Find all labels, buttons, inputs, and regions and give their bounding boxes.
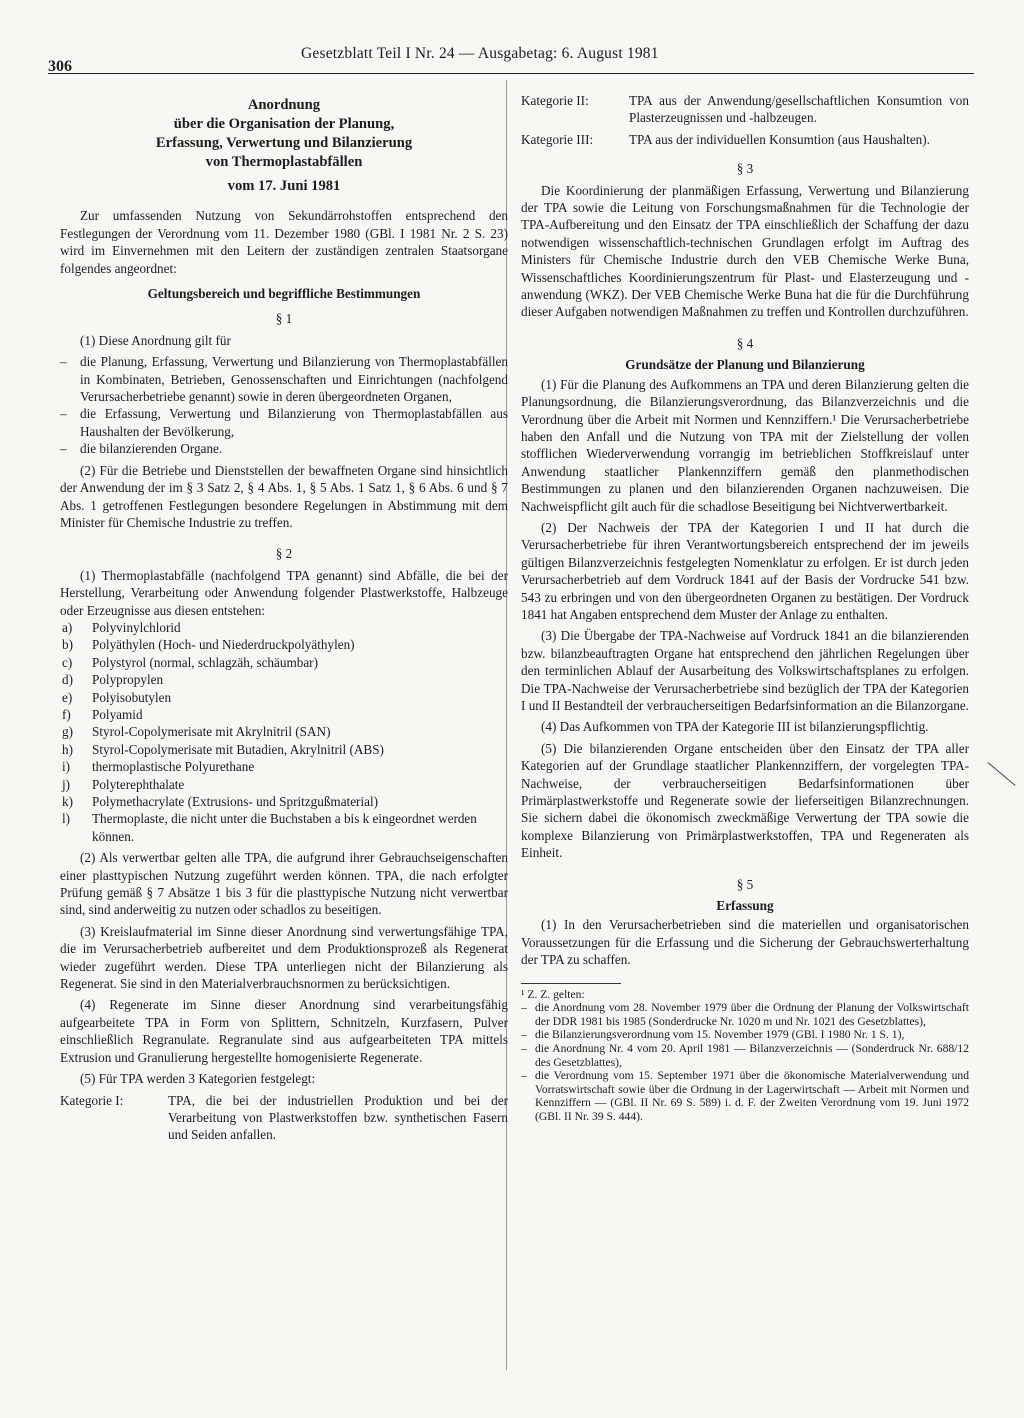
s4-paragraph-5: (5) Die bilanzierenden Organe entscheiden über den Einsatz der TPA aller Kategorien auf der Grundlage staatlicher Plankennziffern, der vorgelegten TPA-Nachweise, der verbraucherseitigen Bedarfsinformationen über Primärplastwerkstoffe und Regenerate sowie der lieferseitigen Bilanzrechnungen. Sie sichern dabei die ökonomisch zweckmäßige Verwertung der TPA sowie die komplexe Bilanzierung von Primärplastwerkstoffen, TPA und Regeneraten als Einheit.: [521, 740, 969, 861]
footnote-item: – die Verordnung vom 15. September 1971 über die ökonomische Materialverwendung und Vorratswirtschaft sowie über die Ordnung in der Lagerwirtschaft — Arbeit mit Normen und Kennziffern — (GBl. II Nr. 69 S. 589) i. d. F. der Zweiten Verordnung vom 19. Juni 1972 (GBl. II Nr. 39 S. 444).: [521, 1069, 969, 1124]
gazette-header: Gesetzblatt Teil I Nr. 24 — Ausgabetag: 6. August 1981: [301, 45, 659, 62]
list-item: h) Styrol-Copolymerisate mit Butadien, Akrylnitril (ABS): [62, 741, 384, 757]
right-column: [521, 92, 969, 1124]
s4-paragraph-1: (1) Für die Planung des Aufkommens an TPA und deren Bilanzierung gelten die Planungsordnung, die Bilanzierungsverordnung, das Bilanzverzeichnis und die Verordnung über die Arbeit mit Normen und Kennziffern.¹ Die Verursacherbetriebe haben den Anfall und die Nutzung von TPA mit der Zielstellung der vollen stofflichen Wiederverwendung vorrangig im betrieblichen Stoffkreislauf unter Anwendung staatlicher Plankennziffern gemäß den planmethodischen Bestimmungen zu planen und den bilanzierenden Organen nachzuweisen. Die Nachweispflicht gilt auch für die schadlose Beseitigung bei Nichtverwertbarkeit.: [521, 376, 969, 514]
category-text: TPA aus der individuellen Konsumtion (aus Haushalten).: [629, 131, 930, 147]
section-1-title: § 1: [275, 311, 293, 327]
document-date: vom 17. Juni 1981: [227, 178, 341, 194]
category-3: [521, 131, 969, 148]
s4-heading: Grundsätze der Planung und Bilanzierung: [625, 357, 865, 373]
document-title: [60, 96, 508, 172]
category-2: [521, 92, 969, 127]
dash-item: – die Erfassung, Verwertung und Bilanzierung von Thermoplastabfällen aus Haushalten der Bevölkerung,: [60, 406, 508, 439]
title-line: von Thermoplastabfällen: [205, 154, 363, 170]
category-1: [60, 1092, 508, 1144]
section-3-title: § 3: [736, 161, 754, 177]
footnote-item: – die Anordnung Nr. 4 vom 20. April 1981 — Bilanzverzeichnis — (Sonderdruck Nr. 688/12 des Gesetzblattes),: [521, 1042, 969, 1069]
list-item: a) Polyvinylchlorid: [62, 619, 181, 635]
list-item: g) Styrol-Copolymerisate mit Akrylnitril (SAN): [62, 724, 331, 740]
s2-paragraph-4: (4) Regenerate im Sinne dieser Anordnung sind verarbeitungsfähig aufgearbeitete TPA in Form von Splittern, Schnitzeln, Kurzfasern, Pulver einschließlich Regranulate. Regranulate sind aus aufgearbeiteten TPA mittels Extrusion und Granulierung hergestellte homogenisierte Regenerate.: [60, 997, 508, 1065]
list-item: k) Polymethacrylate (Extrusions- und Spritzgußmaterial): [62, 794, 379, 809]
category-text: TPA, die bei der industriellen Produktion und bei der Verarbeitung von Plastwerkstoffen bzw. synthetischen Fasern und Seiden anfallen.: [168, 1092, 508, 1143]
title-line: Erfassung, Verwertung und Bilanzierung: [155, 135, 413, 151]
list-item: e) Polyisobutylen: [62, 689, 172, 705]
category-text: TPA aus der Anwendung/gesellschaftlichen Konsumtion von Plasterzeugnissen und -halbzeugen.: [629, 93, 969, 126]
category-label: Kategorie III:: [521, 131, 594, 147]
left-column: [60, 88, 508, 1144]
s2-paragraph-1: (1) Thermoplastabfälle (nachfolgend TPA genannt) sind Abfälle, die bei der Herstellung, Verarbeitung oder Anwendung folgender Plastwerkstoffe, Halbzeuge oder Erzeugnisse aus diesen entstehen:: [60, 567, 508, 618]
footnotes: [521, 983, 969, 1124]
header-rule: [48, 73, 974, 74]
s2-paragraph-3: (3) Kreislaufmaterial im Sinne dieser Anordnung sind verwertungsfähige TPA, die im Verursacherbetrieb aufbereitet und dem Produktionsprozeß als Regenerat wieder zugeführt werden. Diese TPA unterliegen nicht der Bilanzierung als Regenerat. Sie sind in den Materialverbrauchsnormen zu berücksichtigen.: [60, 923, 508, 992]
dash-item: – die Planung, Erfassung, Verwertung und Bilanzierung von Thermoplastabfällen in Kombinaten, Betrieben, Genossenschaften und Einrichtungen (nachfolgend Verursacherbetriebe genannt) sowie in deren übergeordneten Organen,: [60, 354, 508, 405]
s4-paragraph-3: (3) Die Übergabe der TPA-Nachweise auf Vordruck 1841 an die bilanzierenden bzw. bilanzbeauftragten Organe hat entsprechend den jährlichen Regelungen über den terminlichen Ablauf der Ausarbeitung des Volkswirtschaftsplanes zu erfolgen. Die TPA-Nachweise der Verursacherbetriebe sind bezüglich der TPA der Kategorien I und II Bestandteil der verbraucherseitigen Bedarfsinformation an die Bilanzorgane.: [521, 628, 969, 713]
section-5-title: § 5: [736, 876, 754, 892]
s3-paragraph-1: Die Koordinierung der planmäßigen Erfassung, Verwertung und Bilanzierung der TPA sowie die Leitung von Forschungsmaßnahmen für die Technologie der TPA-Aufbereitung und den Einsatz der TPA einschließlich der Schaffung der dazu notwendigen wissenschaftlich-technischen Grundlagen erfolgt im Auftrag des Ministers für Chemische Industrie durch den VEB Chemische Werke Buna, Wissenschaftliches Koordinierungszentrum für Plast- und Elasterzeugung und -anwendung (WKZ). Der VEB Chemische Werke Buna hat die für die Durchführung dieser Aufgaben notwendigen Maßnahmen zu treffen und Kontrollen durchzuführen.: [521, 182, 969, 320]
list-item: l) Thermoplaste, die nicht unter die Buchstaben a bis k eingeordnet werden können.: [62, 811, 477, 844]
subheading-scope: Geltungsbereich und begriffliche Bestimmungen: [147, 286, 421, 302]
title-line: über die Organisation der Planung,: [173, 116, 395, 132]
s4-paragraph-2: (2) Der Nachweis der TPA der Kategorien I und II hat durch die Verursacherbetriebe für ihren Verantwortungsbereich entsprechend der im jeweils gültigen Bilanzverzeichnis festgelegten Nomenklatur zu erfolgen. Er ist durch jeden Verursacherbetrieb auf dem Vordruck 1841 auf der Basis der Vordrucke 541 bzw. 543 zu erbringen und von den übergeordneten Organen zu bestätigen. Der Vordruck 1841 hat Angaben entsprechend dem Muster der Anlage zu enthalten.: [521, 519, 969, 622]
list-item: f) Polyamid: [62, 706, 143, 722]
category-label: Kategorie I:: [60, 1092, 124, 1108]
footnote-rule: [521, 983, 621, 984]
s5-heading: Erfassung: [716, 898, 774, 914]
intro-paragraph: Zur umfassenden Nutzung von Sekundärrohstoffen entsprechend den Festlegungen der Verordnung vom 11. Dezember 1980 (GBl. I 1981 Nr. 2 S. 23) wird im Einvernehmen mit den Leitern der zuständigen zentralen Staatsorgane folgendes angeordnet:: [60, 208, 508, 276]
s5-paragraph-1: (1) In den Verursacherbetrieben sind die materiellen und organisatorischen Voraussetzungen für die Erfassung und die Sicherung der Gebrauchswerterhaltung der TPA zu schaffen.: [521, 917, 969, 968]
s1-paragraph-1: (1) Diese Anordnung gilt für: [80, 332, 231, 348]
title-line: Anordnung: [247, 97, 321, 113]
margin-mark: [987, 762, 1015, 786]
footnote-item: – die Bilanzierungsverordnung vom 15. November 1979 (GBl. I 1980 Nr. 1 S. 1),: [521, 1028, 905, 1042]
category-label: Kategorie II:: [521, 93, 589, 108]
s2-paragraph-5: (5) Für TPA werden 3 Kategorien festgelegt:: [80, 1071, 316, 1087]
s1-paragraph-2: (2) Für die Betriebe und Dienststellen der bewaffneten Organe sind hinsichtlich der Anwendung der im § 3 Satz 2, § 4 Abs. 1, § 5 Abs. 1 Satz 1, § 6 Abs. 6 und § 7 Abs. 1 getroffenen Festlegungen besondere Regelungen in Abstimmung mit dem Minister für Chemische Industrie zu treffen.: [60, 462, 508, 530]
list-item: d) Polypropylen: [62, 672, 164, 688]
footnote-intro: ¹ Z. Z. gelten:: [521, 987, 585, 1001]
s2-paragraph-2: (2) Als verwertbar gelten alle TPA, die aufgrund ihrer Gebrauchseigenschaften einer plasttypischen Nutzung zugeführt werden können. TPA, die nach erfolgter Prüfung gemäß § 7 Absätze 1 bis 3 für die plasttypische Nutzung nicht verwertbar sind, sind anderweitig zu nutzen oder schadlos zu beseitigen.: [60, 850, 508, 918]
dash-item: – die bilanzierenden Organe.: [60, 441, 223, 457]
list-item: c) Polystyrol (normal, schlagzäh, schäumbar): [62, 654, 318, 670]
footnote-item: – die Anordnung vom 28. November 1979 über die Ordnung der Planung der Volkswirtschaft der DDR 1981 bis 1985 (Sonderdrucke Nr. 1020 m und Nr. 1021 des Gesetzblattes),: [521, 1001, 969, 1028]
section-4-title: § 4: [736, 335, 754, 351]
section-2-title: § 2: [275, 546, 293, 562]
list-item: b) Polyäthylen (Hoch- und Niederdruckpolyäthylen): [62, 637, 355, 653]
plastics-list: [60, 619, 508, 845]
page-number: 306: [48, 58, 72, 75]
list-item: j) Polyterephthalate: [62, 776, 185, 792]
s4-paragraph-4: (4) Das Aufkommen von TPA der Kategorie III ist bilanzierungspflichtig.: [541, 719, 929, 735]
list-item: i) thermoplastische Polyurethane: [62, 759, 255, 775]
